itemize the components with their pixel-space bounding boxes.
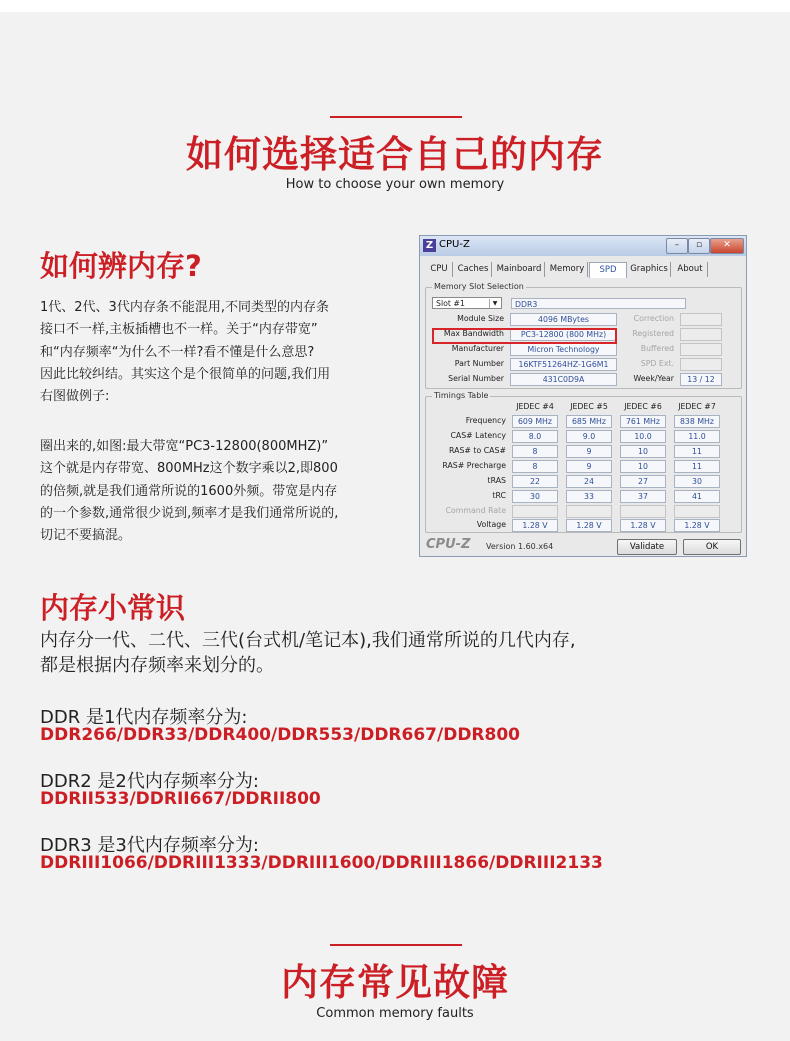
timing-label: tRC bbox=[492, 491, 506, 500]
timing-label: tRAS bbox=[487, 476, 506, 485]
timing-label: Command Rate bbox=[445, 506, 506, 515]
identify-paragraph-1 bbox=[40, 297, 330, 408]
timing-cell: 609 MHz bbox=[512, 415, 558, 428]
ddr2-frequencies: DDRII533/DDRII667/DDRII800 bbox=[40, 789, 321, 809]
group-title: Memory Slot Selection bbox=[434, 282, 524, 291]
timing-cell: 27 bbox=[620, 475, 666, 488]
timing-cell: 24 bbox=[566, 475, 612, 488]
registered-field bbox=[680, 328, 722, 341]
timing-cell: 761 MHz bbox=[620, 415, 666, 428]
timing-cell: 37 bbox=[620, 490, 666, 503]
faults-subtitle: Common memory faults bbox=[316, 1006, 474, 1021]
maximize-button[interactable]: ▫ bbox=[688, 238, 710, 254]
part-number-field: 16KTF51264HZ-1G6M1 bbox=[510, 358, 617, 371]
text-line: 因此比较纠结。其实这个是个很简单的问题,我们用 bbox=[40, 366, 331, 382]
text-line: 接口不一样,主板插槽也不一样。关于“内存带宽” bbox=[40, 322, 318, 338]
faults-rule bbox=[330, 944, 462, 946]
column-header: JEDEC #6 bbox=[624, 402, 662, 411]
timing-cell: 8 bbox=[512, 460, 558, 473]
tab-graphics[interactable]: Graphics bbox=[628, 262, 671, 277]
top-strip bbox=[0, 0, 790, 12]
field-label: Module Size bbox=[457, 314, 504, 323]
module-size-field: 4096 MBytes bbox=[510, 313, 617, 326]
close-button[interactable]: ✕ bbox=[710, 238, 744, 254]
timing-label: RAS# Precharge bbox=[442, 461, 506, 470]
tab-about[interactable]: About bbox=[673, 262, 708, 277]
timing-cell: 10.0 bbox=[620, 430, 666, 443]
tips-intro bbox=[40, 628, 576, 678]
timing-label: RAS# to CAS# bbox=[449, 446, 506, 455]
cpuz-version: Version 1.60.x64 bbox=[486, 542, 554, 551]
field-label: Buffered bbox=[640, 344, 674, 353]
timing-cell: 1.28 V bbox=[512, 519, 558, 532]
timing-cell: 22 bbox=[512, 475, 558, 488]
tab-spd[interactable]: SPD bbox=[589, 262, 627, 278]
timing-cell: 1.28 V bbox=[674, 519, 720, 532]
field-label: Serial Number bbox=[448, 374, 504, 383]
timing-cell: 10 bbox=[620, 460, 666, 473]
text-line: 都是根据内存频率来划分的。 bbox=[40, 655, 274, 676]
timing-cell: 30 bbox=[674, 475, 720, 488]
timing-cell: 1.28 V bbox=[566, 519, 612, 532]
tab-mainboard[interactable]: Mainboard bbox=[494, 262, 545, 277]
timing-cell: 10 bbox=[620, 445, 666, 458]
timing-cell: 1.28 V bbox=[620, 519, 666, 532]
validate-button[interactable]: Validate bbox=[617, 539, 677, 555]
buffered-field bbox=[680, 343, 722, 356]
spd-ext-field bbox=[680, 358, 722, 371]
serial-number-field: 431C0D9A bbox=[510, 373, 617, 386]
timing-cell: 11 bbox=[674, 445, 720, 458]
timing-cell: 9.0 bbox=[566, 430, 612, 443]
max-bandwidth-field: PC3-12800 (800 MHz) bbox=[510, 328, 617, 341]
timing-cell bbox=[620, 505, 666, 518]
timing-label: Voltage bbox=[476, 520, 506, 529]
tab-cpu[interactable]: CPU bbox=[426, 262, 453, 277]
field-label: Part Number bbox=[454, 359, 504, 368]
field-label: Max Bandwidth bbox=[443, 329, 504, 338]
column-header: JEDEC #4 bbox=[516, 402, 554, 411]
timing-cell: 30 bbox=[512, 490, 558, 503]
highlight-box bbox=[432, 328, 617, 344]
text-line: 右图做例子: bbox=[40, 389, 110, 405]
manufacturer-field: Micron Technology bbox=[510, 343, 617, 356]
ddr1-frequencies: DDR266/DDR33/DDR400/DDR553/DDR667/DDR800 bbox=[40, 725, 521, 745]
field-label: SPD Ext. bbox=[640, 359, 674, 368]
timing-cell: 9 bbox=[566, 460, 612, 473]
minimize-button[interactable]: – bbox=[666, 238, 688, 254]
timing-cell bbox=[674, 505, 720, 518]
timing-cell bbox=[512, 505, 558, 518]
timing-cell: 9 bbox=[566, 445, 612, 458]
timing-cell: 8 bbox=[512, 445, 558, 458]
week-year-field: 13 / 12 bbox=[680, 373, 722, 386]
title-rule bbox=[330, 116, 462, 118]
page-title: 如何选择适合自己的内存 bbox=[186, 133, 604, 176]
timing-label: Frequency bbox=[465, 416, 506, 425]
timing-cell: 11.0 bbox=[674, 430, 720, 443]
field-label: Correction bbox=[633, 314, 674, 323]
timing-cell bbox=[566, 505, 612, 518]
ddr1-heading: DDR 是1代内存频率分为: bbox=[40, 707, 248, 728]
tab-memory[interactable]: Memory bbox=[547, 262, 588, 277]
slot-select[interactable] bbox=[432, 297, 502, 309]
field-label: Week/Year bbox=[633, 374, 674, 383]
correction-field bbox=[680, 313, 722, 326]
page-subtitle: How to choose your own memory bbox=[285, 177, 505, 192]
field-label: Manufacturer bbox=[451, 344, 504, 353]
text-line: 内存分一代、二代、三代(台式机/笔记本),我们通常所说的几代内存, bbox=[40, 630, 576, 651]
ddr2-heading: DDR2 是2代内存频率分为: bbox=[40, 771, 259, 792]
ok-button[interactable]: OK bbox=[683, 539, 741, 555]
group-title: Timings Table bbox=[434, 391, 489, 400]
chevron-down-icon: ▼ bbox=[489, 299, 500, 308]
cpuz-footer-logo: CPU-Z bbox=[426, 537, 471, 552]
text-line: 的一个参数,通常很少说到,频率才是我们通常所说的, bbox=[40, 505, 339, 521]
cpuz-window-title: CPU-Z bbox=[439, 239, 470, 250]
text-line: 1代、2代、3代内存条不能混用,不同类型的内存条 bbox=[40, 300, 329, 315]
identify-heading: 如何辨内存? bbox=[40, 249, 202, 283]
memory-type-field: DDR3 bbox=[511, 298, 686, 309]
text-line: 切记不要搞混。 bbox=[40, 528, 132, 544]
timing-label: CAS# Latency bbox=[450, 431, 506, 440]
ddr3-heading: DDR3 是3代内存频率分为: bbox=[40, 835, 259, 856]
cpuz-titlebar bbox=[420, 236, 746, 256]
timing-cell: 838 MHz bbox=[674, 415, 720, 428]
faults-title: 内存常见故障 bbox=[281, 961, 509, 1004]
timing-cell: 41 bbox=[674, 490, 720, 503]
column-header: JEDEC #7 bbox=[678, 402, 716, 411]
timing-cell: 685 MHz bbox=[566, 415, 612, 428]
timing-cell: 8.0 bbox=[512, 430, 558, 443]
timings-group bbox=[425, 391, 742, 533]
field-label: Registered bbox=[632, 329, 674, 338]
text-line: 圈出来的,如图:最大带宽“PC3-12800(800MHZ)” bbox=[40, 439, 329, 454]
text-line: 和“内存频率“为什么不一样?看不懂是什么意思? bbox=[40, 344, 315, 360]
identify-paragraph-2 bbox=[40, 436, 338, 547]
ddr3-frequencies: DDRIII1066/DDRIII1333/DDRIII1600/DDRIII1866/DDRIII2133 bbox=[40, 853, 603, 873]
tips-heading: 内存小常识 bbox=[40, 591, 186, 625]
cpuz-logo-icon: Z bbox=[423, 239, 436, 252]
timing-cell: 33 bbox=[566, 490, 612, 503]
timing-cell: 11 bbox=[674, 460, 720, 473]
slot-select-value: Slot #1 bbox=[436, 299, 465, 308]
column-header: JEDEC #5 bbox=[570, 402, 608, 411]
tab-caches[interactable]: Caches bbox=[455, 262, 492, 277]
text-line: 这个就是内存带宽、800MHz这个数字乘以2,即800 bbox=[40, 461, 338, 477]
cpuz-window bbox=[419, 235, 747, 557]
text-line: 的倍频,就是我们通常所说的1600外频。带宽是内存 bbox=[40, 483, 338, 499]
